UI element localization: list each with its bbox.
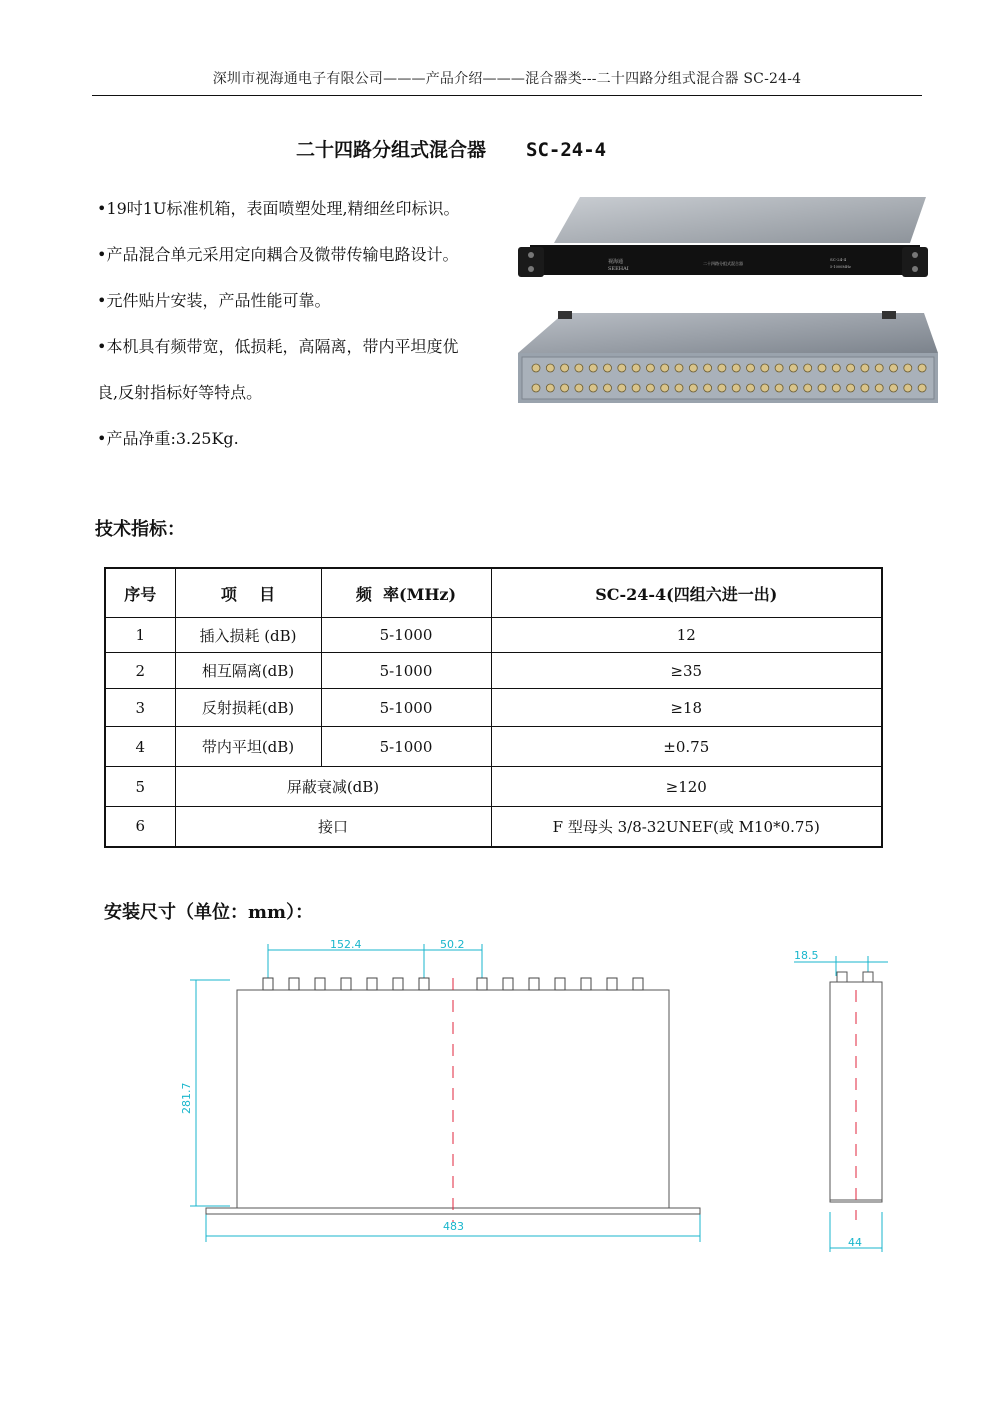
connector-outline <box>289 978 299 990</box>
connector-outline <box>555 978 565 990</box>
feature-item: •产品净重:3.25Kg. <box>97 429 239 448</box>
connector-photo <box>747 364 755 372</box>
table-cell: ≥18 <box>491 689 882 727</box>
column-header: SC-24-4(四组六进一出) <box>491 568 882 618</box>
connector-photo <box>847 384 855 392</box>
table-row <box>105 653 882 689</box>
table-cell: 接口 <box>175 807 491 847</box>
connector-photo <box>575 384 583 392</box>
connector-photo <box>904 384 912 392</box>
connector-photo <box>890 364 898 372</box>
column-header: 项 目 <box>175 568 321 618</box>
connector-photo <box>561 364 569 372</box>
table-cell: ±0.75 <box>491 727 882 767</box>
connector-outline <box>529 978 539 990</box>
table-cell: 12 <box>491 618 882 653</box>
connector-photo <box>532 364 540 372</box>
table-cell: 6 <box>105 807 175 847</box>
connector-outline <box>581 978 591 990</box>
connector-photo <box>589 384 597 392</box>
table-cell: 屏蔽衰减(dB) <box>175 767 491 807</box>
rear-unit-photo <box>518 311 938 403</box>
spec-section-title: 技术指标： <box>95 519 185 540</box>
connector-photo <box>818 364 826 372</box>
photo-brand-en: SEEHAI <box>608 266 629 272</box>
connector-photo <box>704 384 712 392</box>
photo-panel-label: 二十四路分组式混合器 <box>703 261 743 266</box>
table-row <box>105 689 882 727</box>
connector-photo <box>804 384 812 392</box>
connector-outline <box>263 978 273 990</box>
connector-outline <box>393 978 403 990</box>
connector-photo <box>689 384 697 392</box>
connector-photo <box>689 364 697 372</box>
connector-photo <box>604 364 612 372</box>
dim-label-height: 281.7 <box>180 1082 193 1114</box>
table-header-row <box>105 568 882 618</box>
spec-table <box>104 567 883 848</box>
connector-photo <box>861 384 869 392</box>
connector-photo <box>847 364 855 372</box>
connector-photo <box>861 364 869 372</box>
table-cell: 5-1000 <box>321 689 491 727</box>
table-cell: 3 <box>105 689 175 727</box>
connector-photo <box>604 384 612 392</box>
table-cell: 4 <box>105 727 175 767</box>
product-title <box>296 135 606 162</box>
connector-photo <box>789 364 797 372</box>
connector-photo <box>589 364 597 372</box>
product-photos <box>518 185 938 410</box>
connector-photo <box>646 384 654 392</box>
connector-photo <box>761 384 769 392</box>
dim-label-gap: 50.2 <box>440 938 465 951</box>
connector-photo <box>546 384 554 392</box>
connector-photo <box>532 384 540 392</box>
connector-photo <box>646 364 654 372</box>
table-row <box>105 727 882 767</box>
connector-photo <box>875 364 883 372</box>
connector-outline <box>607 978 617 990</box>
table-cell: F 型母头 3/8-32UNEF(或 M10*0.75) <box>491 807 882 847</box>
table-row <box>105 618 882 653</box>
dim-label-group-width: 152.4 <box>330 938 362 951</box>
dim-label-side-width: 44 <box>848 1236 862 1249</box>
photo-brand-cn: 视海通 <box>608 259 624 265</box>
table-cell: 插入损耗 (dB) <box>175 618 321 653</box>
connector-photo <box>775 384 783 392</box>
product-name: 二十四路分组式混合器 <box>296 139 487 161</box>
connector-photo <box>775 364 783 372</box>
feature-item: •19吋1U标准机箱，表面喷塑处理,精细丝印标识。 <box>97 199 460 218</box>
connector-photo <box>661 384 669 392</box>
table-cell: 带内平坦(dB) <box>175 727 321 767</box>
connector-photo <box>918 364 926 372</box>
connector-photo <box>718 384 726 392</box>
connector-photo <box>818 384 826 392</box>
table-row <box>105 767 882 807</box>
dim-label-side-top: 18.5 <box>794 949 819 962</box>
table-row <box>105 807 882 847</box>
product-model: SC-24-4 <box>526 139 607 161</box>
feature-item: •产品混合单元采用定向耦合及微带传输电路设计。 <box>97 245 459 264</box>
connector-photo <box>661 364 669 372</box>
photo-model-label: SC-24-4 <box>830 257 847 262</box>
table-cell: ≥120 <box>491 767 882 807</box>
connector-photo <box>747 384 755 392</box>
connector-photo <box>675 384 683 392</box>
feature-item: •本机具有频带宽，低损耗，高隔离，带内平坦度优 <box>97 337 459 356</box>
connector-photo <box>561 384 569 392</box>
dimension-drawing <box>160 930 900 1260</box>
connector-photo <box>632 364 640 372</box>
dimension-section-title: 安装尺寸（单位：mm）： <box>104 902 314 923</box>
connector-photo <box>575 364 583 372</box>
connector-photo <box>704 364 712 372</box>
column-header: 频 率(MHz) <box>321 568 491 618</box>
column-header: 序号 <box>105 568 175 618</box>
connector-photo <box>832 384 840 392</box>
connector-photo <box>675 364 683 372</box>
connector-photo <box>890 384 898 392</box>
connector-photo <box>618 384 626 392</box>
header-rule <box>92 95 922 96</box>
feature-item: 良,反射指标好等特点。 <box>97 383 263 402</box>
connector-photo <box>789 384 797 392</box>
connector-photo <box>718 364 726 372</box>
page-header: 深圳市视海通电子有限公司———产品介绍———混合器类---二十四路分组式混合器 SC-24-4 <box>212 71 802 87</box>
connector-photo <box>804 364 812 372</box>
connector-photo <box>875 384 883 392</box>
connector-photo <box>632 384 640 392</box>
connector-photo <box>832 364 840 372</box>
front-unit-photo <box>518 197 928 277</box>
connector-outline <box>367 978 377 990</box>
table-cell: 1 <box>105 618 175 653</box>
photo-freq-label: 5-1000MHz <box>830 265 851 269</box>
dim-label-width: 483 <box>443 1220 464 1233</box>
connector-photo <box>732 364 740 372</box>
table-cell: 5-1000 <box>321 653 491 689</box>
connector-photo <box>904 364 912 372</box>
connector-outline <box>633 978 643 990</box>
table-cell: 相互隔离(dB) <box>175 653 321 689</box>
connector-outline <box>477 978 487 990</box>
connector-outline <box>503 978 513 990</box>
connector-photo <box>761 364 769 372</box>
table-cell: 5-1000 <box>321 618 491 653</box>
connector-photo <box>732 384 740 392</box>
connector-photo <box>918 384 926 392</box>
table-cell: 5 <box>105 767 175 807</box>
table-cell: ≥35 <box>491 653 882 689</box>
connector-photo <box>546 364 554 372</box>
table-cell: 5-1000 <box>321 727 491 767</box>
table-cell: 2 <box>105 653 175 689</box>
connector-outline <box>419 978 429 990</box>
connector-outline <box>341 978 351 990</box>
connector-outline <box>315 978 325 990</box>
table-cell: 反射损耗(dB) <box>175 689 321 727</box>
connector-photo <box>618 364 626 372</box>
feature-item: •元件贴片安装，产品性能可靠。 <box>97 291 331 310</box>
